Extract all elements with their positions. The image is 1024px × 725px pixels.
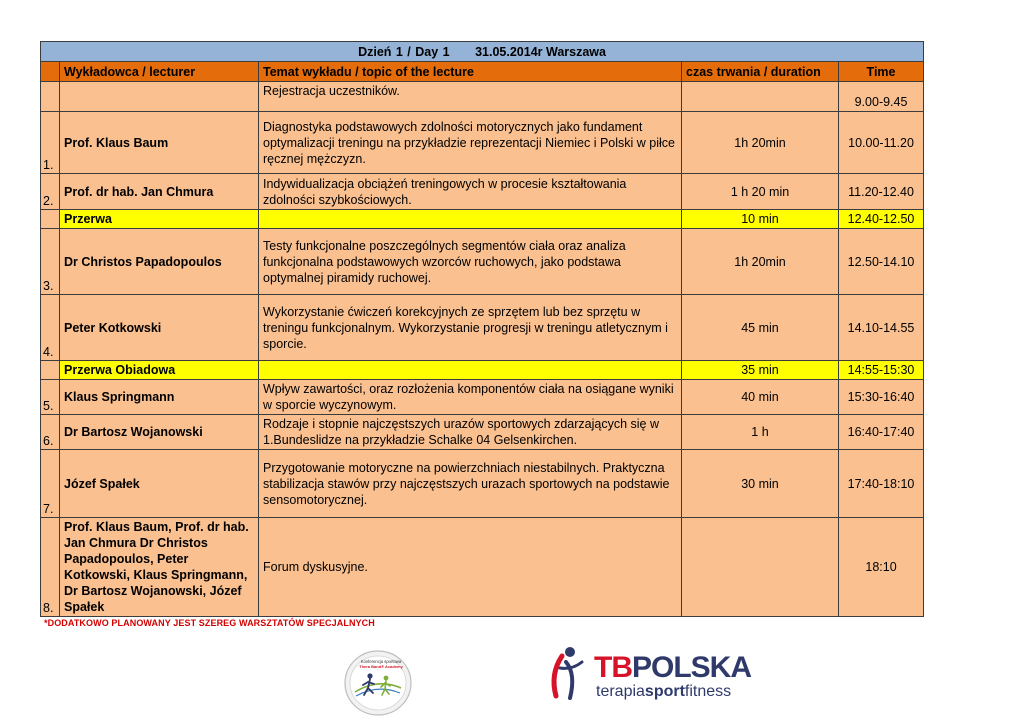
day-date-place: 31.05.2014r Warszawa	[475, 44, 606, 59]
lecturer-cell: Prof. Klaus Baum, Prof. dr hab. Jan Chmura Dr Christos Papadopoulos, Peter Kotkowski, Klaus Springmann, Dr Bartosz Wojanowski, Józef Spałek	[60, 518, 259, 617]
column-header-duration: czas trwania / duration	[682, 62, 839, 82]
lecturer-cell: Przerwa Obiadowa	[60, 361, 259, 380]
column-header-time: Time	[839, 62, 924, 82]
time-cell: 17:40-18:10	[839, 450, 924, 518]
row-number: 4.	[41, 295, 60, 361]
duration-cell	[682, 518, 839, 617]
topic-cell: Rejestracja uczestników.	[259, 82, 682, 112]
schedule-table	[40, 41, 924, 617]
time-cell: 14.10-14.55	[839, 295, 924, 361]
time-cell: 9.00-9.45	[839, 82, 924, 112]
lecturer-cell: Józef Spałek	[60, 450, 259, 518]
duration-cell: 1h 20min	[682, 112, 839, 174]
lecturer-cell: Peter Kotkowski	[60, 295, 259, 361]
lecturer-cell	[60, 82, 259, 112]
lecturer-cell: Dr Christos Papadopoulos	[60, 229, 259, 295]
schedule-row	[41, 380, 924, 415]
schedule-row	[41, 82, 924, 112]
topic-cell: Wpływ zawartości, oraz rozłożenia komponentów ciała na osiągane wyniki w sporcie wyczynowym.	[259, 380, 682, 415]
duration-cell: 10 min	[682, 210, 839, 229]
schedule-row	[41, 450, 924, 518]
column-header-row	[41, 62, 924, 82]
conference-logo	[343, 648, 413, 718]
day-label: Dzień 1 / Day 1	[358, 44, 450, 59]
topic-cell: Diagnostyka podstawowych zdolności motorycznych jako fundament optymalizacji treningu na przykładzie reprezentacji Niemiec i Polski w piłce ręcznej mężczyzn.	[259, 112, 682, 174]
duration-cell: 1 h 20 min	[682, 174, 839, 210]
time-cell: 12.40-12.50	[839, 210, 924, 229]
row-number: 5.	[41, 380, 60, 415]
day-header-row	[41, 42, 924, 62]
topic-cell: Testy funkcjonalne poszczególnych segmentów ciała oraz analiza funkcjonalna podstawowych wzorców ruchowych, jako podstawa optymalnej piramidy ruchowej.	[259, 229, 682, 295]
topic-cell: Indywidualizacja obciążeń treningowych w procesie kształtowania zdolności szybkościowych.	[259, 174, 682, 210]
column-header-topic: Temat wykładu / topic of the lecture	[259, 62, 682, 82]
row-number: 8.	[41, 518, 60, 617]
lecturer-cell: Przerwa	[60, 210, 259, 229]
row-number: 3.	[41, 229, 60, 295]
duration-cell: 35 min	[682, 361, 839, 380]
duration-cell: 1 h	[682, 415, 839, 450]
row-number	[41, 82, 60, 112]
conference-logo-line1: Konferencja sportowa	[360, 659, 402, 664]
break-row	[41, 361, 924, 380]
lecturer-cell: Dr Bartosz Wojanowski	[60, 415, 259, 450]
time-cell: 16:40-17:40	[839, 415, 924, 450]
row-number: 6.	[41, 415, 60, 450]
schedule-row	[41, 112, 924, 174]
duration-cell: 1h 20min	[682, 229, 839, 295]
topic-cell: Wykorzystanie ćwiczeń korekcyjnych ze sprzętem lub bez sprzętu w treningu funkcjonalnym. Wykorzystanie progresji w treningu atletycznym i sporcie.	[259, 295, 682, 361]
schedule-row	[41, 174, 924, 210]
duration-cell: 40 min	[682, 380, 839, 415]
conference-logo-line2: Thera Band® Academy	[359, 664, 403, 669]
row-number: 2.	[41, 174, 60, 210]
lecturer-cell: Klaus Springmann	[60, 380, 259, 415]
tb-polska-tagline: terapiasportfitness	[596, 683, 732, 700]
row-number	[41, 361, 60, 380]
duration-cell	[682, 82, 839, 112]
column-header-num	[41, 62, 60, 82]
time-cell: 11.20-12.40	[839, 174, 924, 210]
topic-cell	[259, 361, 682, 380]
schedule-row	[41, 295, 924, 361]
row-number: 7.	[41, 450, 60, 518]
duration-cell: 45 min	[682, 295, 839, 361]
topic-cell: Forum dyskusyjne.	[259, 518, 682, 617]
duration-cell: 30 min	[682, 450, 839, 518]
day-header-cell	[41, 42, 924, 62]
footnote: *DODATKOWO PLANOWANY JEST SZEREG WARSZTATÓW SPECJALNYCH	[44, 618, 375, 628]
row-number: 1.	[41, 112, 60, 174]
time-cell: 10.00-11.20	[839, 112, 924, 174]
tb-polska-logo	[546, 644, 756, 706]
topic-cell: Przygotowanie motoryczne na powierzchniach niestabilnych. Praktyczna stabilizacja stawów przy najczęstszych urazach sportowych na podstawie sensomotorycznej.	[259, 450, 682, 518]
schedule-row	[41, 229, 924, 295]
schedule-row	[41, 518, 924, 617]
lecturer-cell: Prof. Klaus Baum	[60, 112, 259, 174]
time-cell: 15:30-16:40	[839, 380, 924, 415]
time-cell: 14:55-15:30	[839, 361, 924, 380]
time-cell: 12.50-14.10	[839, 229, 924, 295]
schedule-row	[41, 415, 924, 450]
column-header-lecturer: Wykładowca / lecturer	[60, 62, 259, 82]
tb-polska-brand: TBPOLSKA	[594, 651, 752, 684]
lecturer-cell: Prof. dr hab. Jan Chmura	[60, 174, 259, 210]
row-number	[41, 210, 60, 229]
topic-cell: Rodzaje i stopnie najczęstszych urazów sportowych zdarzających się w 1.Bundeslidze na przykładzie Schalke 04 Gelsenkirchen.	[259, 415, 682, 450]
break-row	[41, 210, 924, 229]
time-cell: 18:10	[839, 518, 924, 617]
topic-cell	[259, 210, 682, 229]
